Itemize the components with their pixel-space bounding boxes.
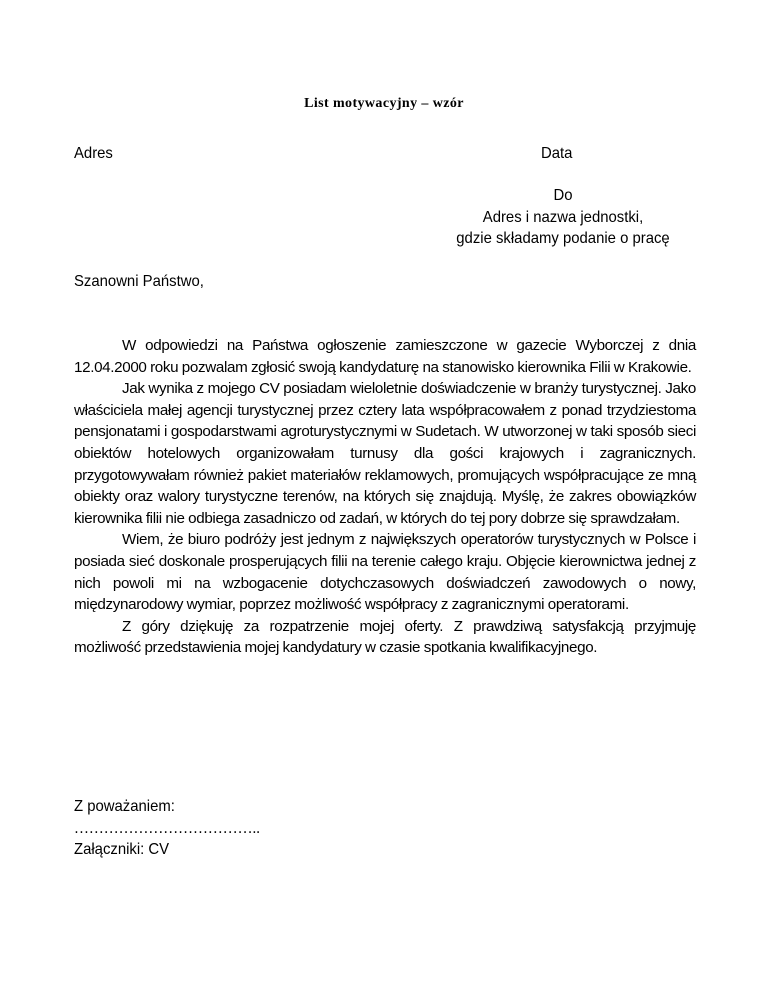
salutation: Szanowni Państwo,: [74, 273, 204, 290]
letter-body: [74, 335, 696, 659]
recipient-line-2: Adres i nazwa jednostki,: [482, 208, 644, 226]
attachments-label: Załączniki: CV: [74, 841, 170, 859]
body-paragraph-4: Z góry dziękuję za rozpatrzenie mojej oferty. Z prawdziwą satysfakcją przyjmuję możliwość przedstawienia mojej kandydatury w czasie spotkania kwalifikacyjnego.: [74, 617, 696, 657]
body-paragraph-1: W odpowiedzi na Państwa ogłoszenie zamieszczone w gazecie Wyborczej z dnia 12.04.2000 roku pozwalam zgłosić swoją kandydaturę na stanowisko kierownika Filii w Krakowie.: [74, 337, 696, 376]
closing-block: [74, 796, 274, 861]
body-paragraph-3: Wiem, że biuro podróży jest jednym z największych operatorów turystycznych w Polsce i posiada sieć doskonale prosperujących filii na terenie całego kraju. Objęcie kierownictwa jednej z nich powoli mi na wzbogacenie dotychczasowych doświadczeń zawodowych o nowy, międzynarodowy wymiar, poprzez możliwość współpracy z zagranicznymi operatorami.: [74, 531, 696, 614]
sender-address-label: Adres: [74, 145, 113, 162]
body-paragraph-2: Jak wynika z mojego CV posiadam wieloletnie doświadczenie w branży turystycznej. Jako właściciela małej agencji turystycznej przez cztery lata współpracowałem z ponad trzydziestoma pensjonatami i gospodarstwami agroturystycznymi w Sudetach. W utworzonej w taki sposób sieci obiektów hotelowych organizowałam turnusy dla gości krajowych i zagranicznych. przygotowywałam również pakiet materiałów reklamowych, promujących współpracujące ze mną obiekty oraz walory turystyczne terenów, na których się znajdują. Myślę, że zakres obowiązków kierownika filii nie odbiega zasadniczo od zadań, w których do tej pory dobrze się sprawdzałam.: [74, 380, 696, 527]
signature-line: ………………………………..: [74, 819, 260, 837]
date-label: Data: [541, 145, 573, 162]
recipient-block: [430, 185, 696, 250]
document-title: List motywacyjny – wzór: [304, 96, 464, 111]
recipient-line-3: gdzie składamy podanie o pracę: [456, 230, 670, 248]
recipient-line-1: Do: [553, 187, 573, 204]
closing-phrase: Z poważaniem:: [74, 798, 175, 815]
